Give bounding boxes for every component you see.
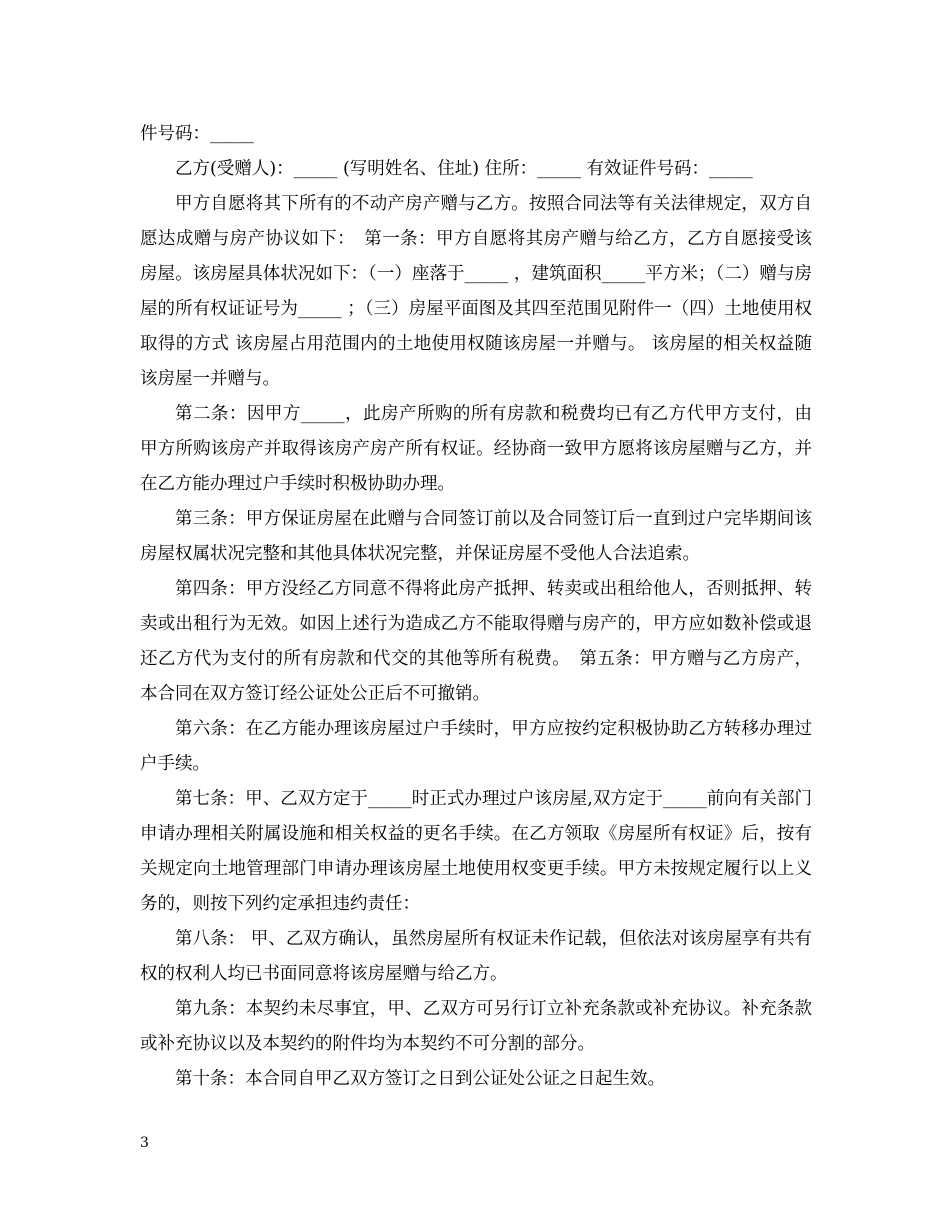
page-number: 3 [140, 1135, 149, 1151]
paragraph-article-3: 第三条：甲方保证房屋在此赠与合同签订前以及合同签订后一直到过户完毕期间该房屋权属状况完整和其他具体状况完整，并保证房屋不受他人合法追索。 [140, 509, 812, 564]
paragraph-party-b-recipient: 乙方(受赠人)：_____ (写明姓名、住址) 住所：_____ 有效证件号码：_____ [175, 159, 753, 179]
paragraph-gift-agreement-article-1: 甲方自愿将其下所有的不动产房产赠与乙方。按照合同法等有关法律规定，双方自愿达成赠与房产协议如下： 第一条：甲方自愿将其房产赠与给乙方，乙方自愿接受该房屋。该房屋具体状况如下：（一）座落于_____ ，建筑面积_____平方米；（二）赠与房屋的所有权证证号为_____ ；（三）房屋平面图及其四至范围见附件一（四）土地使用权取得的方式 该房屋占用范围内的土地使用权随该房屋一并赠与。 该房屋的相关权益随该房屋一并赠与。 [140, 194, 812, 389]
paragraph-article-8: 第八条： 甲、乙双方确认，虽然房屋所有权证未作记载，但依法对该房屋享有共有权的权利人均已书面同意将该房屋赠与给乙方。 [140, 929, 812, 984]
paragraph-article-7: 第七条：甲、乙双方定于_____时正式办理过户该房屋,双方定于_____前向有关部门申请办理相关附属设施和相关权益的更名手续。在乙方领取《房屋所有权证》后，按有关规定向土地管理部门申请办理该房屋土地使用权变更手续。甲方未按规定履行以上义务的，则按下列约定承担违约责任： [140, 789, 812, 914]
paragraph-id-number-continuation: 件号码：_____ [140, 124, 254, 144]
contract-body [140, 117, 812, 1097]
paragraph-article-6: 第六条：在乙方能办理该房屋过户手续时，甲方应按约定积极协助乙方转移办理过户手续。 [140, 719, 812, 774]
paragraph-article-9: 第九条：本契约未尽事宜，甲、乙双方可另行订立补充条款或补充协议。补充条款或补充协议以及本契约的附件均为本契约不可分割的部分。 [140, 999, 812, 1054]
paragraph-article-4-5: 第四条：甲方没经乙方同意不得将此房产抵押、转卖或出租给他人，否则抵押、转卖或出租行为无效。如因上述行为造成乙方不能取得赠与房产的，甲方应如数补偿或退还乙方代为支付的所有房款和代交的其他等所有税费。 第五条：甲方赠与乙方房产，本合同在双方签订经公证处公正后不可撤销。 [140, 579, 812, 704]
paragraph-article-10: 第十条：本合同自甲乙双方签订之日到公证处公证之日起生效。 [175, 1069, 665, 1089]
paragraph-article-2: 第二条：因甲方_____，此房产所购的所有房款和税费均已有乙方代甲方支付，由甲方所购该房产并取得该房产房产所有权证。经协商一致甲方愿将该房屋赠与乙方，并在乙方能办理过户手续时积极协助办理。 [140, 404, 812, 494]
